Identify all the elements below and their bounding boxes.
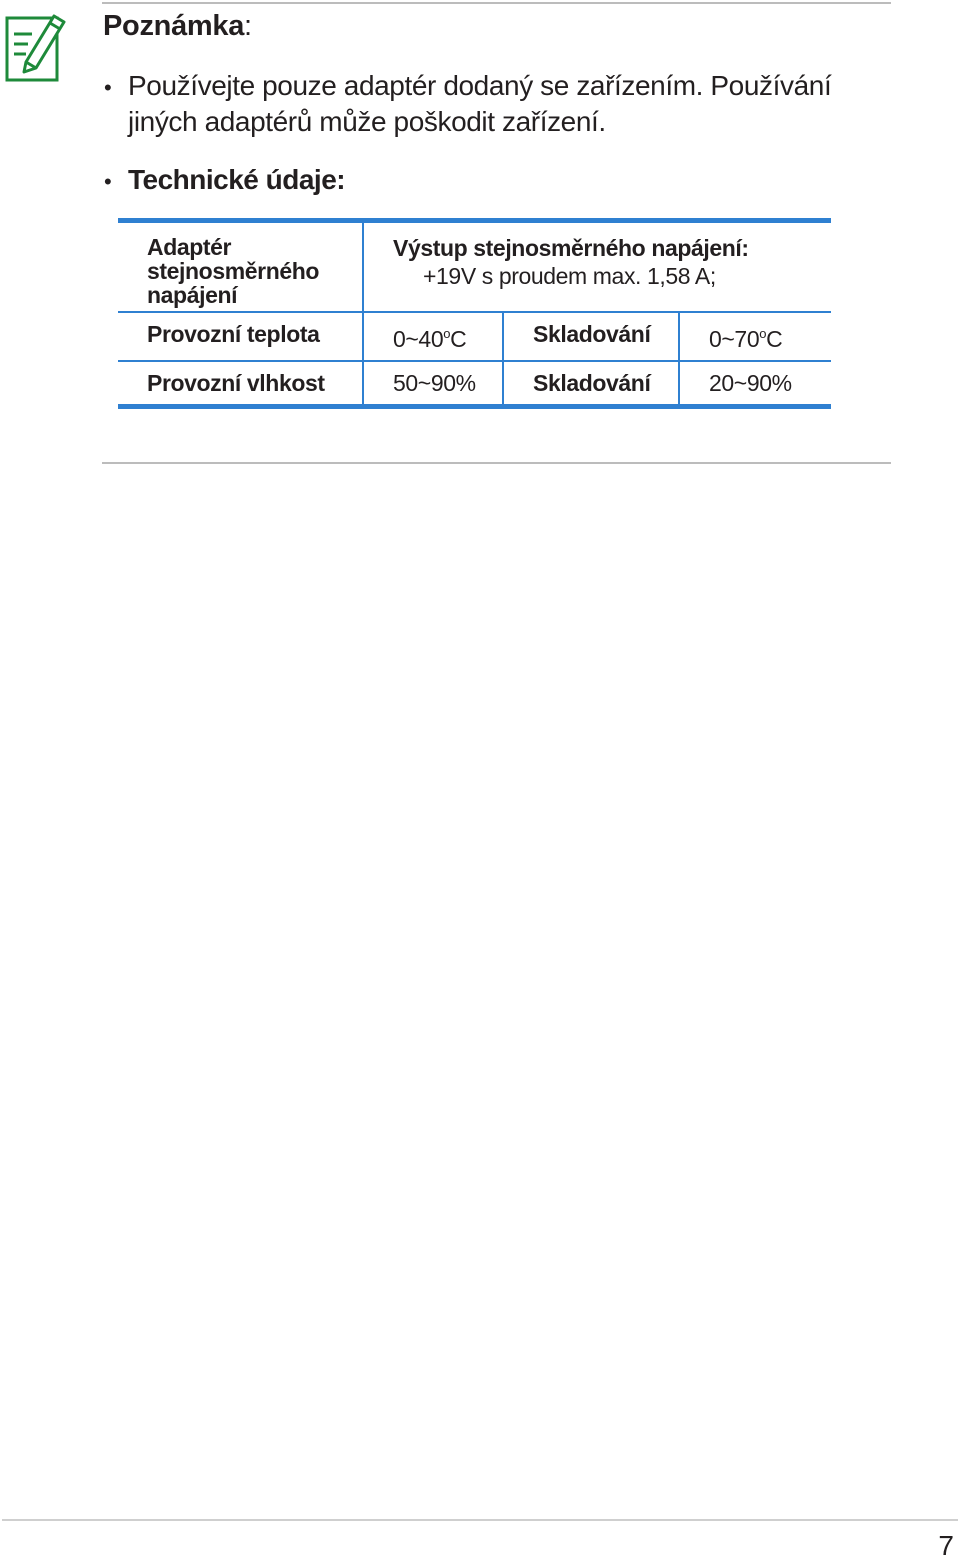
storage-humidity-value: 20~90% <box>679 361 831 407</box>
adapter-label-line: stejnosměrného <box>147 258 320 284</box>
bullet-marker: • <box>104 169 112 194</box>
bullet-line: Používejte pouze adaptér dodaný se zařízením. Používání <box>128 70 832 101</box>
table-row <box>118 312 831 361</box>
output-cell <box>363 221 831 313</box>
footer-divider <box>2 1519 958 1521</box>
adapter-label-line: Adaptér <box>147 234 232 260</box>
operating-temperature-label: Provozní teplota <box>118 312 363 361</box>
operating-humidity-label: Provozní vlhkost <box>118 361 363 407</box>
storage-temperature-label: Skladování <box>503 312 679 361</box>
note-pencil-icon <box>4 10 68 84</box>
specifications-table <box>118 218 831 409</box>
table-row <box>118 221 831 313</box>
adapter-label-cell <box>118 221 363 313</box>
storage-humidity-label: Skladování <box>503 361 679 407</box>
operating-temperature-value: 0~40$^o$C <box>363 312 503 361</box>
output-value: +19V s proudem max. 1,58 A; <box>423 263 716 289</box>
bullet-text-adapter-warning <box>128 68 848 140</box>
note-title: Poznámka: <box>103 10 252 42</box>
bullet-text-specifications: Technické údaje: <box>128 164 346 195</box>
bullet-marker: • <box>104 75 112 100</box>
output-label: Výstup stejnosměrného napájení: <box>393 235 749 261</box>
page-number: 7 <box>938 1530 954 1561</box>
adapter-label-line: napájení <box>147 282 238 308</box>
top-divider <box>102 2 891 4</box>
storage-temperature-value: 0~70$^o$C <box>679 312 831 361</box>
section-divider <box>102 462 891 464</box>
table-row <box>118 361 831 407</box>
operating-humidity-value: 50~90% <box>363 361 503 407</box>
bullet-line: jiných adaptérů může poškodit zařízení. <box>128 106 606 137</box>
